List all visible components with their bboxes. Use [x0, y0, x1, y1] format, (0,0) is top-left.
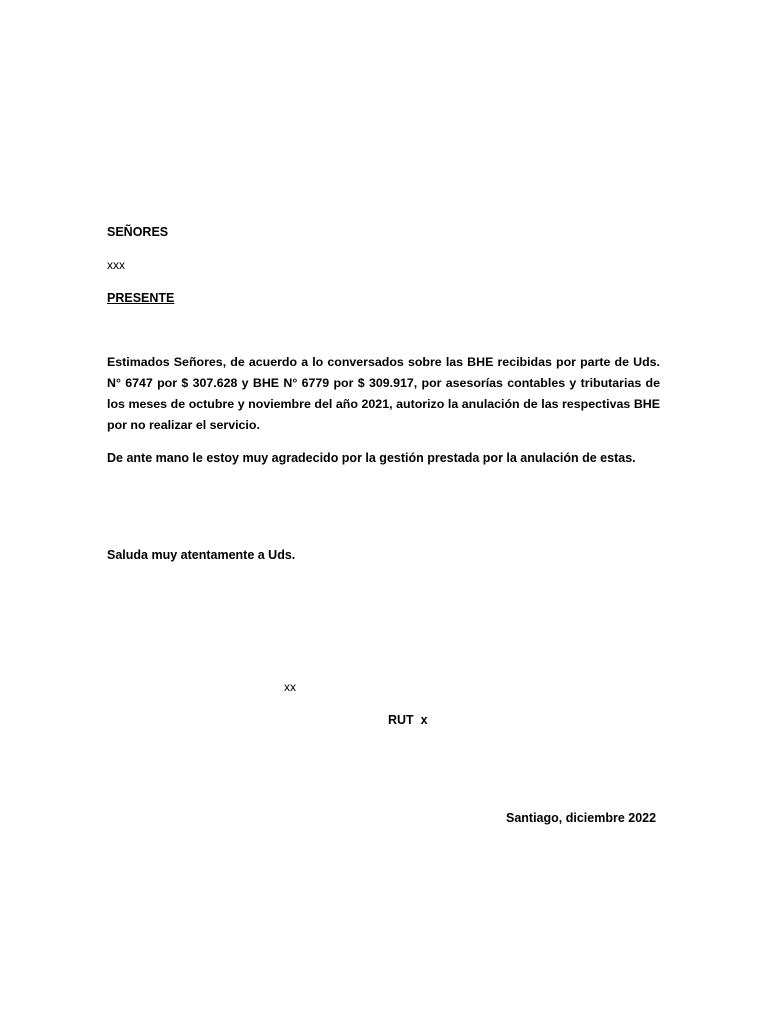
thanks-paragraph: De ante mano le estoy muy agradecido por la gestión prestada por la anulación de estas. — [107, 451, 636, 465]
signer-rut: RUT x — [388, 713, 428, 727]
recipient-title: SEÑORES — [107, 225, 169, 239]
presente-heading: PRESENTE — [107, 291, 175, 305]
recipient-name: xxx — [107, 258, 125, 272]
letter-body-paragraph: Estimados Señores, de acuerdo a lo conversados sobre las BHE recibidas por parte de Uds. N° 6747 por $ 307.628 y BHE N° 6779 por $ 309.917, por asesorías contables y tributarias de los meses de octubre y noviembre del año 2021, autorizo la anulación de las respectivas BHE por no realizar el servicio. — [107, 355, 660, 432]
closing-line: Saluda muy atentamente a Uds. — [107, 548, 296, 562]
signer-name: xx — [284, 680, 296, 694]
place-and-date: Santiago, diciembre 2022 — [506, 811, 657, 825]
